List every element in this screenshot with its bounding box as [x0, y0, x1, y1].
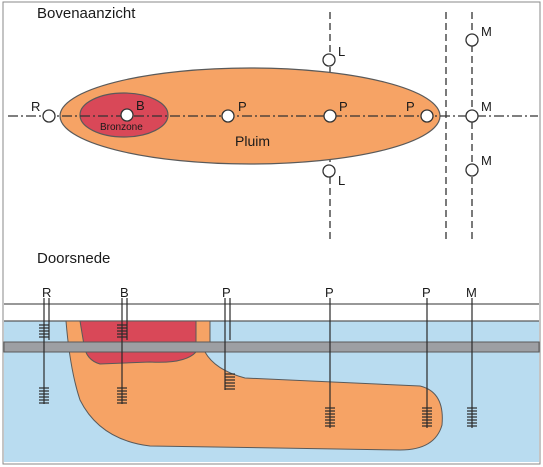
well-r-marker: [43, 110, 55, 122]
well-m-top-marker: [466, 34, 478, 46]
well-r-label: R: [31, 99, 41, 114]
well-m-mid-marker: [466, 110, 478, 122]
well-b-label: B: [136, 98, 145, 113]
well-l-top-marker: [323, 54, 335, 66]
well-p2-label: P: [339, 99, 348, 114]
clay-layer: [4, 342, 539, 352]
well-m-top-label: M: [481, 24, 492, 39]
top-view-title: Bovenaanzicht: [37, 5, 136, 22]
well-p1-marker: [222, 110, 234, 122]
cs-well-p3-label: P: [422, 285, 431, 300]
well-m-bottom-label: M: [481, 153, 492, 168]
well-p2-marker: [324, 110, 336, 122]
cs-well-r-label: R: [42, 285, 52, 300]
well-b-marker: [121, 109, 133, 121]
well-p1-label: P: [238, 99, 247, 114]
plume-label: Pluim: [235, 133, 271, 149]
source-zone-label: Bronzone: [100, 122, 143, 133]
cs-well-p2-label: P: [325, 285, 334, 300]
well-p3-marker: [421, 110, 433, 122]
cross-section-title: Doorsnede: [37, 250, 111, 267]
cs-well-p1-label: P: [222, 285, 231, 300]
well-l-top-label: L: [338, 44, 346, 59]
well-l-bottom-marker: [323, 165, 335, 177]
cs-well-b-label: B: [120, 285, 129, 300]
cs-well-m-label: M: [466, 285, 477, 300]
well-m-mid-label: M: [481, 99, 492, 114]
well-l-bottom-label: L: [338, 173, 346, 188]
well-m-bottom-marker: [466, 164, 478, 176]
well-p3-label: P: [406, 99, 415, 114]
